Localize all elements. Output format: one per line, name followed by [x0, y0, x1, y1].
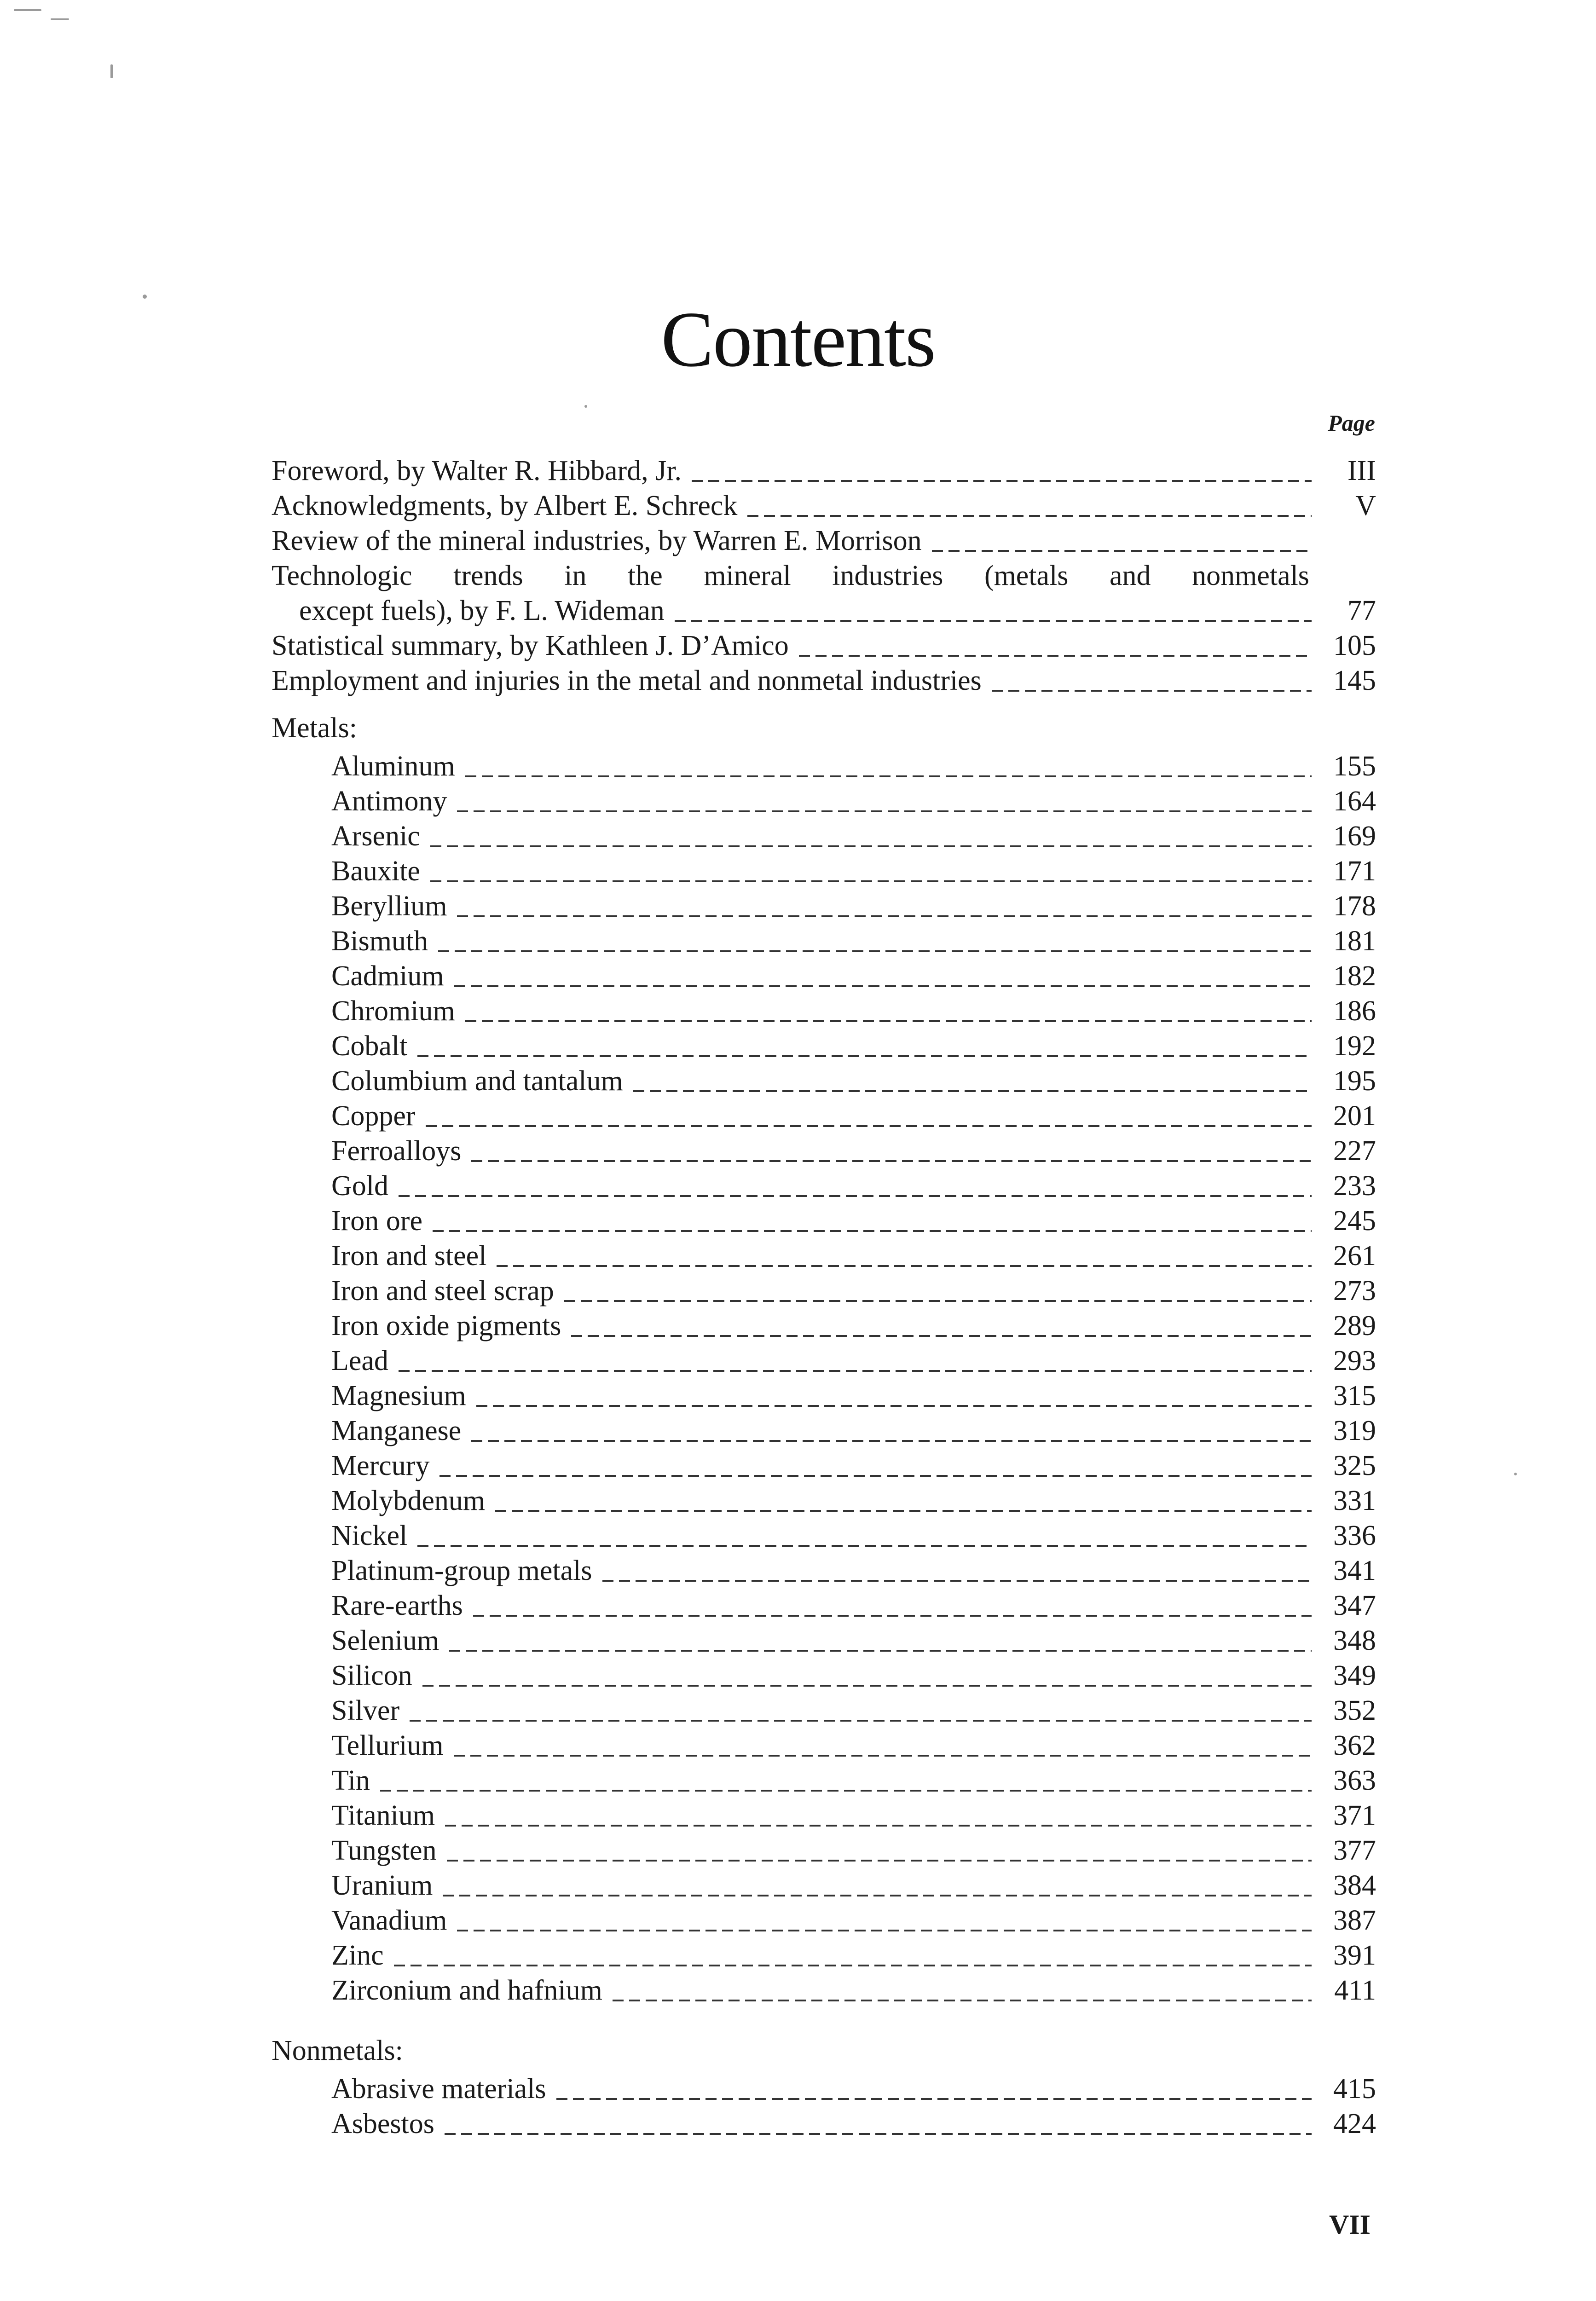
- leader-dots: [476, 1405, 1312, 1407]
- word: Technologic: [272, 560, 412, 591]
- toc-entry-page: 192: [1333, 1030, 1376, 1062]
- leader-dots: [449, 1650, 1312, 1652]
- toc-entry[interactable]: [272, 1273, 1376, 1308]
- toc-entry-page: 391: [1333, 1940, 1376, 1971]
- leader-dots: [465, 1020, 1312, 1022]
- toc-entry[interactable]: [272, 924, 1376, 959]
- toc-entry-page: 349: [1333, 1660, 1376, 1691]
- leader-dots: [422, 1685, 1312, 1687]
- toc-entry[interactable]: [272, 488, 1376, 523]
- leader-dots: [399, 1370, 1312, 1372]
- toc-entry-page: 315: [1333, 1380, 1376, 1411]
- toc-entry-title: Tellurium: [331, 1730, 444, 1761]
- toc-entry[interactable]: [272, 1308, 1376, 1343]
- toc-entry-page: 182: [1333, 960, 1376, 992]
- toc-entry[interactable]: [272, 453, 1376, 488]
- page-title: Contents: [661, 296, 935, 383]
- toc-entry-title: Statistical summary, by Kathleen J. D’Amico: [272, 630, 789, 661]
- toc-entry-page: 371: [1333, 1800, 1376, 1831]
- leader-dots: [410, 1720, 1312, 1722]
- toc-entry[interactable]: [272, 1693, 1376, 1728]
- metals-list: [272, 749, 1376, 2008]
- toc-entry[interactable]: [272, 889, 1376, 924]
- toc-entry[interactable]: [272, 2071, 1376, 2106]
- leader-dots: [399, 1195, 1312, 1197]
- leader-dots: [457, 1930, 1312, 1931]
- toc-entry-page: 171: [1333, 856, 1376, 887]
- toc-entry-page: 201: [1333, 1100, 1376, 1132]
- toc-entry[interactable]: [272, 819, 1376, 854]
- leader-dots: [445, 2133, 1312, 2135]
- table-of-contents: [272, 453, 1376, 2141]
- toc-entry-page: 325: [1333, 1450, 1376, 1481]
- toc-entry[interactable]: [272, 1378, 1376, 1413]
- toc-entry-title: Cadmium: [331, 960, 444, 992]
- leader-dots: [556, 2098, 1312, 2100]
- word: trends: [453, 560, 523, 591]
- toc-entry-title: Platinum-group metals: [331, 1555, 592, 1586]
- toc-entry-page: 411: [1334, 1975, 1376, 2006]
- word: (metals: [984, 560, 1069, 591]
- toc-entry-title: Iron oxide pigments: [331, 1310, 561, 1341]
- toc-entry-title: Nickel: [331, 1520, 408, 1551]
- leader-dots: [454, 985, 1312, 987]
- leader-dots: [675, 620, 1312, 622]
- toc-entry-title: Copper: [331, 1100, 416, 1132]
- toc-entry[interactable]: [272, 1728, 1376, 1763]
- leader-dots: [465, 775, 1312, 777]
- toc-entry[interactable]: [272, 1168, 1376, 1203]
- leader-dots: [430, 880, 1312, 882]
- word: nonmetals: [1192, 560, 1309, 591]
- toc-entry[interactable]: [272, 523, 1376, 558]
- toc-entry-page: 415: [1333, 2073, 1376, 2104]
- toc-entry[interactable]: [272, 1448, 1376, 1483]
- toc-entry-page: V: [1355, 490, 1376, 521]
- toc-entry-title: Magnesium: [331, 1380, 466, 1411]
- toc-entry[interactable]: [272, 663, 1376, 698]
- leader-dots: [430, 845, 1312, 847]
- toc-entry[interactable]: [272, 1413, 1376, 1448]
- leader-dots: [447, 1860, 1312, 1862]
- toc-entry-page: 195: [1333, 1065, 1376, 1097]
- toc-entry-page: 233: [1333, 1170, 1376, 1202]
- toc-entry-title: Iron and steel scrap: [331, 1275, 554, 1307]
- toc-entry-title: Iron ore: [331, 1205, 422, 1237]
- toc-entry-page: 105: [1333, 630, 1376, 661]
- toc-entry[interactable]: [272, 1553, 1376, 1588]
- toc-entry-page: 362: [1333, 1730, 1376, 1761]
- leader-dots: [471, 1160, 1312, 1162]
- toc-entry-page: 155: [1333, 751, 1376, 782]
- toc-entry-title: Molybdenum: [331, 1485, 486, 1516]
- toc-entry-page: 341: [1333, 1555, 1376, 1586]
- leader-dots: [633, 1090, 1312, 1092]
- toc-entry[interactable]: [272, 854, 1376, 889]
- toc-entry-title: Abrasive materials: [331, 2073, 546, 2104]
- toc-entry[interactable]: [272, 1938, 1376, 1973]
- toc-entry-page: 227: [1333, 1135, 1376, 1167]
- toc-entry-page: 336: [1333, 1520, 1376, 1551]
- word: and: [1110, 560, 1151, 591]
- toc-entry-page: 319: [1333, 1415, 1376, 1446]
- leader-dots: [497, 1265, 1312, 1267]
- leader-dots: [471, 1440, 1312, 1442]
- leader-dots: [613, 2000, 1312, 2001]
- toc-entry[interactable]: [272, 628, 1376, 663]
- leader-dots: [394, 1965, 1312, 1966]
- toc-entry[interactable]: [272, 1483, 1376, 1518]
- toc-entry-page: 352: [1333, 1695, 1376, 1726]
- section-heading-metals: Metals:: [272, 712, 357, 744]
- toc-entry-title: Silicon: [331, 1660, 412, 1691]
- leader-dots: [932, 550, 1312, 552]
- toc-entry-page: III: [1347, 455, 1376, 486]
- toc-entry-page: 348: [1333, 1625, 1376, 1656]
- leader-dots: [426, 1125, 1312, 1127]
- toc-entry-page: 169: [1333, 821, 1376, 852]
- leader-dots: [799, 655, 1312, 657]
- toc-entry-title: Rare-earths: [331, 1590, 463, 1621]
- leader-dots: [473, 1615, 1312, 1617]
- toc-entry-title: Manganese: [331, 1415, 462, 1446]
- toc-entry-title: Cobalt: [331, 1030, 408, 1062]
- toc-entry[interactable]: [272, 1763, 1376, 1798]
- toc-entry-title: Mercury: [331, 1450, 430, 1481]
- word: mineral: [704, 560, 791, 591]
- toc-entry-title: except fuels), by F. L. Wideman: [299, 595, 665, 626]
- toc-entry-title: Bismuth: [331, 925, 428, 957]
- toc-entry-page: 164: [1333, 786, 1376, 817]
- leader-dots: [692, 480, 1312, 482]
- toc-entry[interactable]: [272, 1973, 1376, 2008]
- toc-entry[interactable]: [272, 1029, 1376, 1064]
- toc-entry-title: Zirconium and hafnium: [331, 1975, 602, 2006]
- toc-entry-title: Antimony: [331, 786, 447, 817]
- toc-entry[interactable]: [272, 1903, 1376, 1938]
- leader-dots: [417, 1545, 1312, 1547]
- toc-entry[interactable]: [272, 1203, 1376, 1238]
- toc-entry-title: Employment and injuries in the metal and nonmetal industries: [272, 665, 982, 696]
- toc-entry-page: 186: [1333, 995, 1376, 1027]
- toc-entry-title: Tin: [331, 1765, 370, 1796]
- toc-entry[interactable]: [272, 749, 1376, 784]
- toc-entry-page: 181: [1333, 925, 1376, 957]
- toc-entry-page: 273: [1333, 1275, 1376, 1307]
- leader-dots: [438, 950, 1312, 952]
- toc-entry[interactable]: [272, 994, 1376, 1029]
- toc-entry-page: 384: [1333, 1870, 1376, 1901]
- leader-dots: [454, 1755, 1312, 1757]
- page-folio: VII: [1329, 2209, 1370, 2240]
- toc-entry[interactable]: [272, 1343, 1376, 1378]
- toc-entry[interactable]: [272, 1798, 1376, 1833]
- leader-dots: [433, 1230, 1312, 1232]
- toc-entry-title: Foreword, by Walter R. Hibbard, Jr.: [272, 455, 682, 486]
- toc-entry-page: 245: [1333, 1205, 1376, 1237]
- leader-dots: [380, 1790, 1312, 1792]
- toc-entry-page: 377: [1333, 1835, 1376, 1866]
- leader-dots: [747, 515, 1312, 517]
- word: industries: [832, 560, 943, 591]
- toc-entry-title: Chromium: [331, 995, 455, 1027]
- toc-entry[interactable]: [272, 1238, 1376, 1273]
- toc-entry[interactable]: [272, 2106, 1376, 2141]
- toc-entry[interactable]: [272, 1623, 1376, 1658]
- toc-entry-title: Acknowledgments, by Albert E. Schreck: [272, 490, 738, 521]
- toc-entry[interactable]: [272, 1588, 1376, 1623]
- word: the: [628, 560, 663, 591]
- toc-entry-page: 363: [1333, 1765, 1376, 1796]
- toc-entry-page: 289: [1333, 1310, 1376, 1341]
- toc-entry[interactable]: [272, 1064, 1376, 1098]
- toc-entry-technologic-line1[interactable]: [272, 558, 1309, 593]
- leader-dots: [439, 1475, 1312, 1477]
- leader-dots: [417, 1055, 1312, 1057]
- leader-dots: [602, 1580, 1312, 1582]
- toc-entry-title: Lead: [331, 1345, 388, 1376]
- toc-entry[interactable]: [272, 1518, 1376, 1553]
- toc-entry-page: 331: [1333, 1485, 1376, 1516]
- toc-entry-title: Gold: [331, 1170, 388, 1202]
- toc-entry-title: Ferroalloys: [331, 1135, 462, 1167]
- toc-entry-page: 347: [1333, 1590, 1376, 1621]
- toc-entry[interactable]: [272, 1133, 1376, 1168]
- toc-entry-title: Silver: [331, 1695, 400, 1726]
- toc-entry-title: Titanium: [331, 1800, 435, 1831]
- leader-dots: [495, 1510, 1312, 1512]
- toc-entry-title: Review of the mineral industries, by Warren E. Morrison: [272, 525, 922, 556]
- toc-entry-title: Vanadium: [331, 1905, 447, 1936]
- toc-entry[interactable]: [272, 1833, 1376, 1868]
- toc-entry-page: 145: [1333, 665, 1376, 696]
- toc-entry-title: Selenium: [331, 1625, 439, 1656]
- leader-dots: [457, 810, 1312, 812]
- word: in: [564, 560, 587, 591]
- leader-dots: [445, 1825, 1312, 1827]
- toc-entry-page: 261: [1333, 1240, 1376, 1272]
- toc-entry[interactable]: [272, 1098, 1376, 1133]
- toc-entry[interactable]: [272, 1868, 1376, 1903]
- toc-entry-technologic-line2[interactable]: [272, 593, 1376, 628]
- nonmetals-list: [272, 2071, 1376, 2141]
- toc-entry-title: Iron and steel: [331, 1240, 487, 1272]
- toc-entry-title: Bauxite: [331, 856, 420, 887]
- toc-entry[interactable]: [272, 784, 1376, 819]
- toc-entry-title: Zinc: [331, 1940, 384, 1971]
- toc-entry-title: Tungsten: [331, 1835, 437, 1866]
- toc-entry-page: 178: [1333, 890, 1376, 922]
- leader-dots: [564, 1300, 1312, 1302]
- toc-entry-page: 293: [1333, 1345, 1376, 1376]
- page-column-heading: Page: [1328, 410, 1375, 436]
- leader-dots: [443, 1895, 1312, 1896]
- section-heading-nonmetals: Nonmetals:: [272, 2035, 403, 2066]
- toc-entry-page: 387: [1333, 1905, 1376, 1936]
- toc-entry-page: 424: [1333, 2108, 1376, 2139]
- toc-entry-page: 77: [1347, 595, 1376, 626]
- leader-dots: [457, 915, 1312, 917]
- toc-entry-title: Columbium and tantalum: [331, 1065, 623, 1097]
- toc-entry[interactable]: [272, 1658, 1376, 1693]
- toc-entry-title: Beryllium: [331, 890, 447, 922]
- toc-entry-title: Uranium: [331, 1870, 433, 1901]
- toc-entry-title: Asbestos: [331, 2108, 434, 2139]
- toc-entry-title: Aluminum: [331, 751, 455, 782]
- leader-dots: [992, 690, 1312, 692]
- toc-entry[interactable]: [272, 959, 1376, 994]
- toc-entry-title: Arsenic: [331, 821, 420, 852]
- leader-dots: [571, 1335, 1312, 1337]
